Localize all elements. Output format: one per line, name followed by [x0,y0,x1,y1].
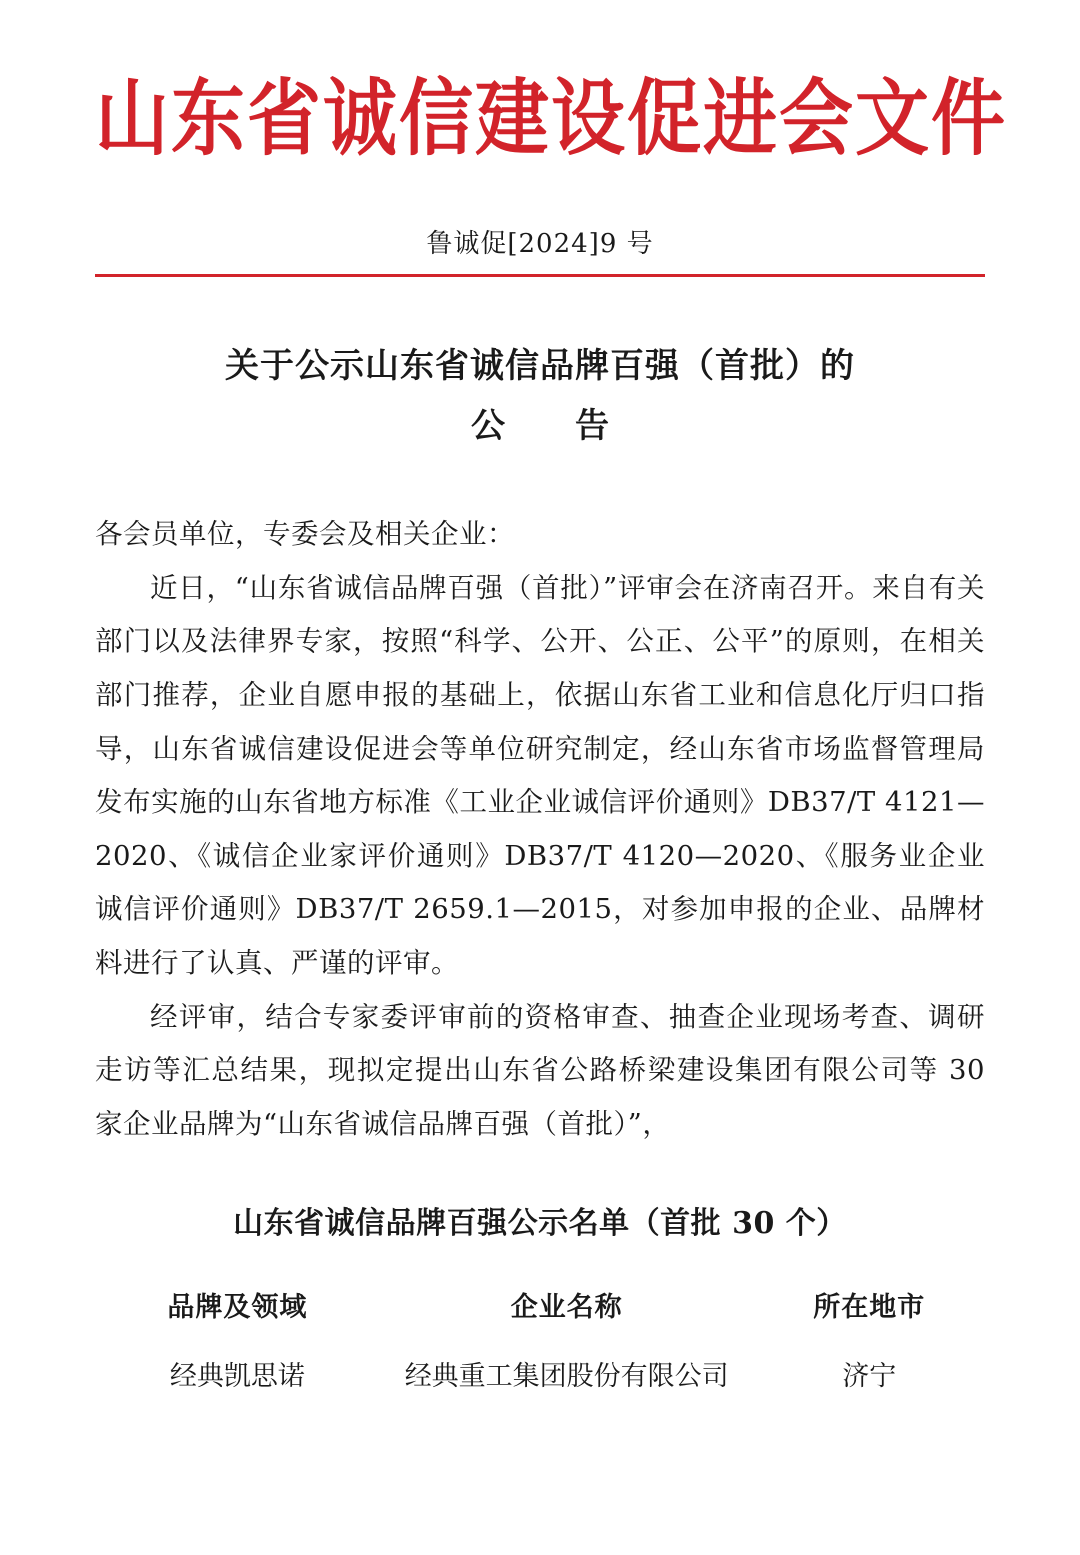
column-header-city: 所在地市 [813,1291,926,1323]
document-number: 鲁诚促[2024]9 号 [426,229,654,260]
cell-brand: 经典凯思诺 [169,1360,305,1392]
page-title-line-2: 公 告 [471,405,627,446]
masthead [95,0,1007,168]
page-title-line-1: 关于公示山东省诚信品牌百强（首批）的 [225,346,855,387]
list-heading: 山东省诚信品牌百强公示名单（首批 30 个） [233,1205,847,1241]
body-content [95,508,985,1152]
salutation: 各会员单位，专委会及相关企业： [95,518,515,551]
red-divider-rule [95,274,985,277]
cell-city: 济宁 [842,1360,897,1392]
cell-company: 经典重工集团股份有限公司 [404,1360,729,1392]
table-row [95,1350,985,1394]
body-paragraph-1: 近日，“山东省诚信品牌百强（首批）”评审会在济南召开。来自有关部门以及法律界专家，按照“科学、公开、公正、公平”的原则，在相关部门推荐，企业自愿申报的基础上，依据山东省工业和信息化厅归口指导，山东省诚信建设促进会等单位研究制定，经山东省市场监督管理局发布实施的山东省地方标准《工业企业诚信评价通则》DB37/T 4121—2020、《诚信企业家评价通则》DB37/T 4120—2020、《服务业企业诚信评价通则》DB37/T 2659.1—2015，对参加申报的企业、品牌材料进行了认真、严谨的评审。 [95,571,985,980]
page-title [95,337,985,456]
column-header-company: 企业名称 [510,1291,623,1323]
brand-list-table [95,1284,985,1394]
body-paragraph-2: 经评审，结合专家委评审前的资格审查、抽查企业现场考查、调研走访等汇总结果，现拟定提出山东省公路桥梁建设集团有限公司等 30 家企业品牌为“山东省诚信品牌百强（首批）”， [95,1000,985,1140]
table-header-row [95,1284,985,1350]
column-header-brand: 品牌及领域 [167,1291,308,1323]
organization-title: 山东省诚信建设促进会文件 [95,70,1007,168]
